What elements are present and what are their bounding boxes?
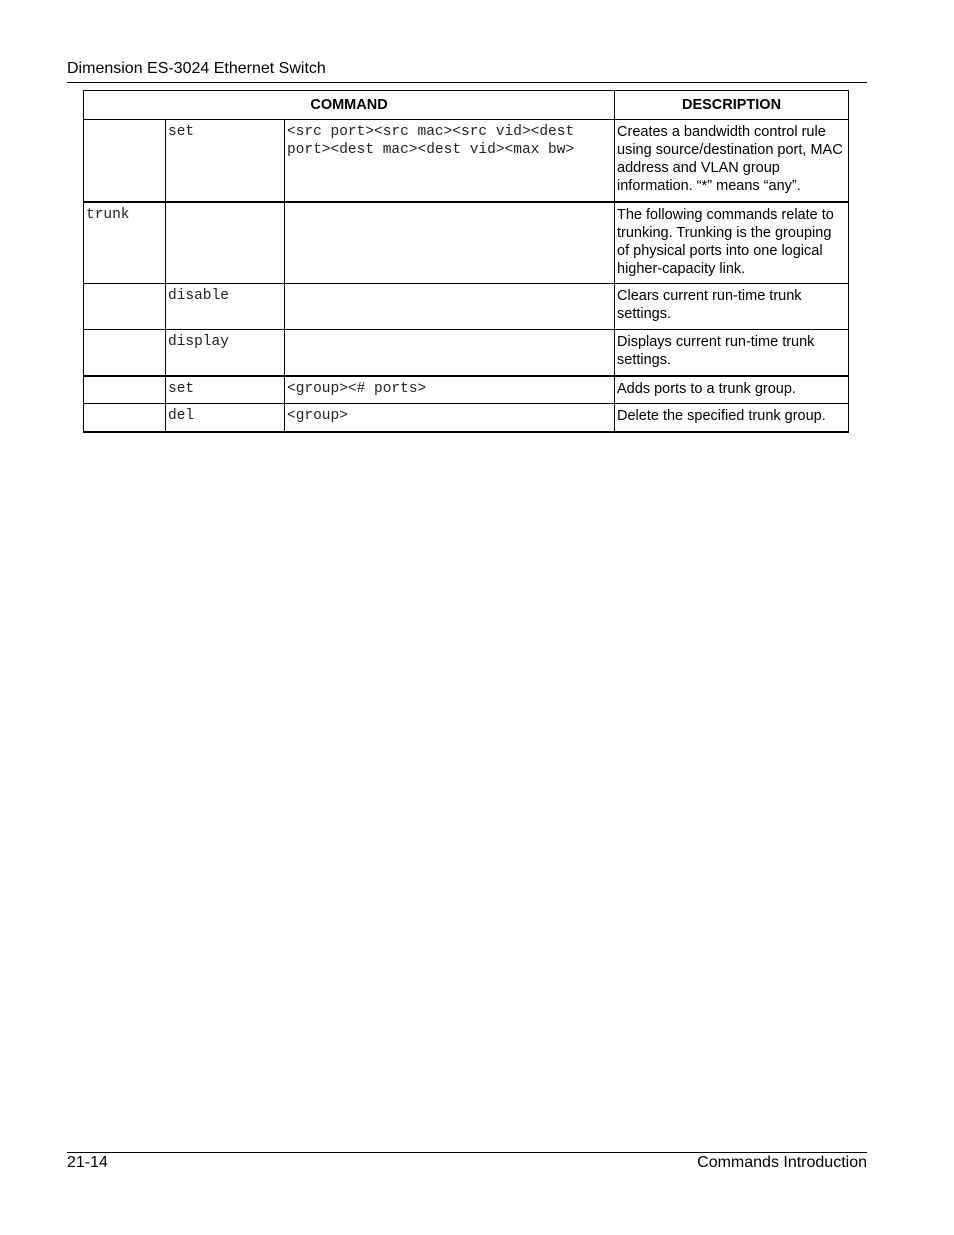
table-row (84, 330, 849, 376)
command-cell (84, 284, 166, 330)
command-cell (84, 404, 166, 432)
description-cell: Displays current run-time trunk settings. (615, 330, 849, 376)
arguments-cell: <src port><src mac><src vid><dest port><dest mac><dest vid><max bw> (285, 120, 615, 202)
table-row (84, 284, 849, 330)
subcommand-cell: disable (166, 284, 285, 330)
subcommand-cell (166, 202, 285, 284)
arguments-cell: <group><# ports> (285, 376, 615, 404)
arguments-cell (285, 284, 615, 330)
description-cell: Creates a bandwidth control rule using source/destination port, MAC address and VLAN group information. “*” means “any”. (615, 120, 849, 202)
arguments-cell (285, 330, 615, 376)
command-cell (84, 376, 166, 404)
command-cell (84, 330, 166, 376)
page-number: 21-14 (67, 1154, 108, 1171)
footer-section-title: Commands Introduction (697, 1154, 867, 1171)
table-row (84, 404, 849, 432)
command-table (83, 90, 849, 433)
page-header-title: Dimension ES-3024 Ethernet Switch (67, 60, 326, 77)
command-cell (84, 120, 166, 202)
column-header-command: COMMAND (84, 91, 615, 120)
description-cell: Delete the specified trunk group. (615, 404, 849, 432)
column-header-description: DESCRIPTION (615, 91, 849, 120)
table-row (84, 376, 849, 404)
description-cell: Clears current run-time trunk settings. (615, 284, 849, 330)
command-cell: trunk (84, 202, 166, 284)
header-divider (67, 82, 867, 83)
arguments-cell: <group> (285, 404, 615, 432)
footer-divider (67, 1152, 867, 1153)
subcommand-cell: set (166, 120, 285, 202)
description-cell: Adds ports to a trunk group. (615, 376, 849, 404)
table-row (84, 120, 849, 202)
subcommand-cell: set (166, 376, 285, 404)
subcommand-cell: display (166, 330, 285, 376)
arguments-cell (285, 202, 615, 284)
table-row (84, 202, 849, 284)
table-header-row (84, 91, 849, 120)
description-cell: The following commands relate to trunking. Trunking is the grouping of physical ports into one logical higher-capacity link. (615, 202, 849, 284)
subcommand-cell: del (166, 404, 285, 432)
